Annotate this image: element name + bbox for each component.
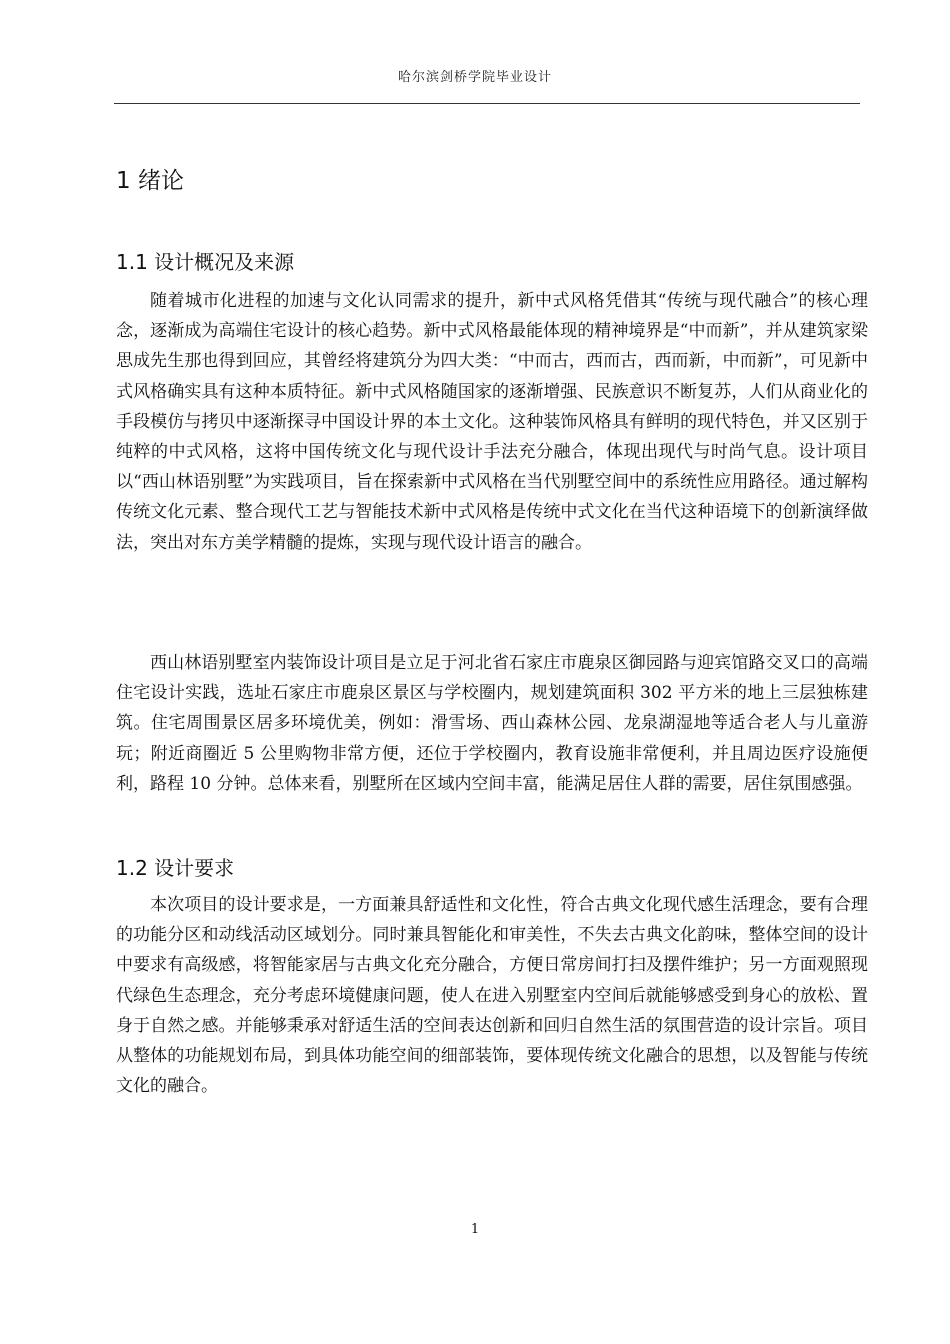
- chapter-title: 1 绪论: [116, 168, 184, 194]
- header-divider: [114, 103, 860, 104]
- page-header: 哈尔滨剑桥学院毕业设计: [397, 70, 552, 85]
- paragraph-design-requirements: 本次项目的设计要求是，一方面兼具舒适性和文化性，符合古典文化现代感生活理念，要有合理的功能分区和动线活动区域划分。同时兼具智能化和审美性，不失去古典文化韵味，整体空间的设计中要求有高级感，将智能家居与古典文化充分融合，方便日常房间打扫及摆件维护；另一方面观照现代绿色生态理念，充分考虑环境健康问题，使人在进入别墅室内空间后就能够感受到身心的放松、置身于自然之感。并能够秉承对舒适生活的空间表达创新和回归自然生活的氛围营造的设计宗旨。项目从整体的功能规划布局，到具体功能空间的细部装饰，要体现传统文化融合的思想，以及智能与传统文化的融合。: [116, 895, 868, 1097]
- section-title-1-2: 1.2 设计要求: [116, 856, 235, 880]
- paragraph-design-overview: 随着城市化进程的加速与文化认同需求的提升，新中式风格凭借其“传统与现代融合”的核心理念，逐渐成为高端住宅设计的核心趋势。新中式风格最能体现的精神境界是“中而新”，并从建筑家梁思成先生那也得到回应，其曾经将建筑分为四大类：“中而古，西而古，西而新，中而新”，可见新中式风格确实具有这种本质特征。新中式风格随国家的逐渐增强、民族意识不断复苏，人们从商业化的手段模仿与拷贝中逐渐探寻中国设计界的本土文化。这种装饰风格具有鲜明的现代特色，并又区别于纯粹的中式风格，这将中国传统文化与现代设计手法充分融合，体现出现代与时尚气息。设计项目以“西山林语别墅”为实践项目，旨在探索新中式风格在当代别墅空间中的系统性应用路径。通过解构传统文化元素、整合现代工艺与智能技术新中式风格是传统中式文化在当代这种语境下的创新演绎做法，突出对东方美学精髓的提炼，实现与现代设计语言的融合。: [116, 291, 868, 553]
- page-number: 1: [470, 1222, 480, 1237]
- paragraph-project-site: 西山林语别墅室内装饰设计项目是立足于河北省石家庄市鹿泉区御园路与迎宾馆路交叉口的高端住宅设计实践，选址石家庄市鹿泉区景区与学校圈内，规划建筑面积 302 平方米的地上三层独栋建筑。住宅周围景区居多环境优美，例如：滑雪场、西山森林公园、龙泉湖湿地等适合老人与儿童游玩；附近商圈近 5 公里购物非常方便，还位于学校圈内，教育设施非常便利，并且周边医疗设施便利，路程 10 分钟。总体来看，别墅所在区域内空间丰富，能满足居住人群的需要，居住氛围感强。: [116, 653, 868, 794]
- section-title-1-1: 1.1 设计概况及来源: [116, 250, 295, 274]
